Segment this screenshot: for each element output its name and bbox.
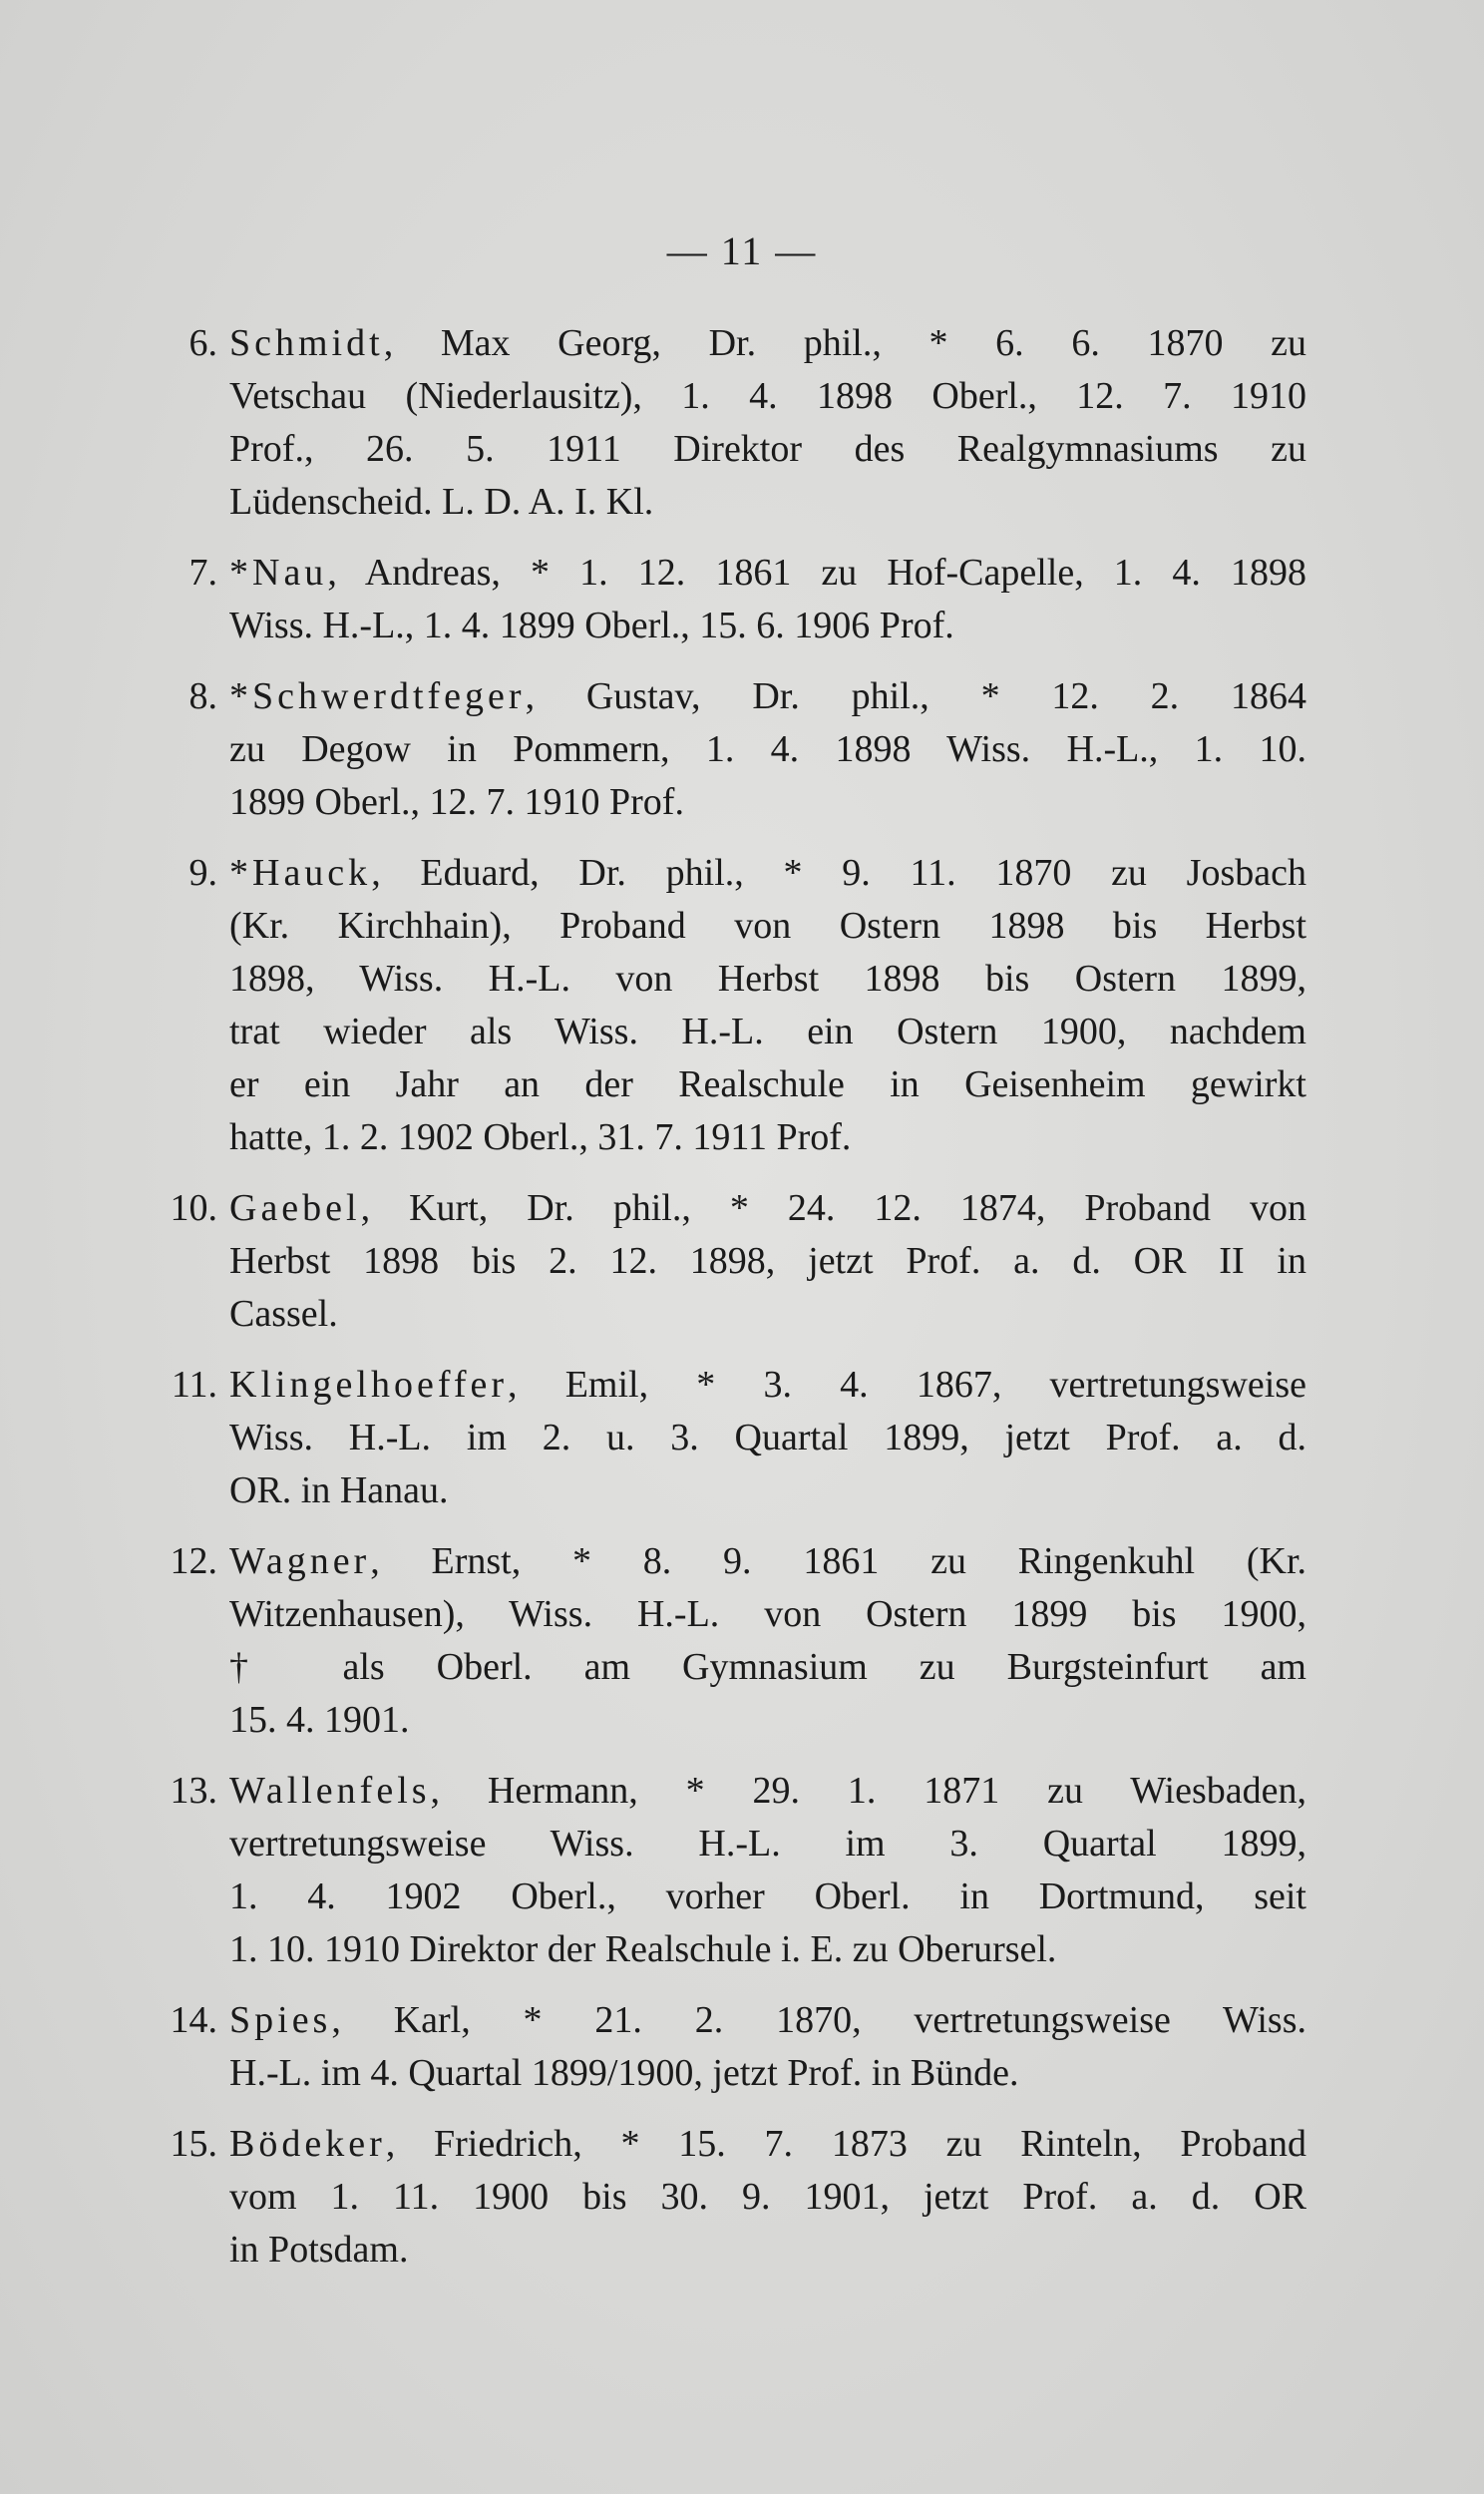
entry-text: [229, 670, 1306, 829]
entry-line: 1898, Wiss. H.-L. von Herbst 1898 bis Ostern 1899,: [229, 958, 1306, 1000]
entry-text: [229, 1535, 1306, 1747]
entry-line: (Kr. Kirchhain), Proband von Ostern 1898 bis Herbst: [229, 905, 1306, 947]
entry-number: 9.: [188, 852, 217, 894]
entry-line: hatte, 1. 2. 1902 Oberl., 31. 7. 1911 Prof.: [229, 1116, 852, 1158]
entry-line: trat wieder als Wiss. H.-L. ein Ostern 1900, nachdem: [229, 1011, 1306, 1052]
entry-line: vom 1. 11. 1900 bis 30. 9. 1901, jetzt Prof. a. d. OR: [229, 2176, 1306, 2218]
entry-number: 12.: [170, 1540, 217, 1582]
entry-number: 6.: [188, 322, 217, 364]
entry-name: Bödeker: [229, 2123, 386, 2165]
entry-text: [229, 1765, 1306, 1976]
entry-line: Schmidt, Max Georg, Dr. phil., * 6. 6. 1870 zu: [229, 322, 1306, 364]
entry-list: [150, 317, 1306, 2294]
list-item: [150, 1765, 1306, 1976]
entry-line: Wiss. H.-L., 1. 4. 1899 Oberl., 15. 6. 1906 Prof.: [229, 605, 954, 646]
entry-line: Wallenfels, Hermann, * 29. 1. 1871 zu Wiesbaden,: [229, 1770, 1306, 1812]
list-item: [150, 317, 1306, 529]
entry-line: Witzenhausen), Wiss. H.-L. von Ostern 1899 bis 1900,: [229, 1593, 1306, 1635]
entry-name: *Hauck: [229, 852, 372, 894]
entry-line: *Nau, Andreas, * 1. 12. 1861 zu Hof-Capelle, 1. 4. 1898: [229, 552, 1306, 594]
entry-line: Gaebel, Kurt, Dr. phil., * 24. 12. 1874, Proband von: [229, 1187, 1306, 1229]
entry-text: [229, 547, 1306, 652]
list-item: [150, 547, 1306, 652]
entry-text: [229, 317, 1306, 529]
entry-number: 8.: [188, 675, 217, 717]
entry-line: Wagner, Ernst, * 8. 9. 1861 zu Ringenkuhl (Kr.: [229, 1540, 1306, 1582]
entry-text: [229, 1994, 1306, 2100]
entry-text: [229, 1359, 1306, 1517]
entry-line: zu Degow in Pommern, 1. 4. 1898 Wiss. H.-L., 1. 10.: [229, 728, 1306, 770]
entry-text: [229, 1182, 1306, 1341]
entry-line: Bödeker, Friedrich, * 15. 7. 1873 zu Rinteln, Proband: [229, 2123, 1306, 2165]
entry-line: OR. in Hanau.: [229, 1469, 449, 1511]
list-item: [150, 847, 1306, 1164]
entry-line: Herbst 1898 bis 2. 12. 1898, jetzt Prof. a. d. OR II in: [229, 1240, 1306, 1282]
entry-text: [229, 2118, 1306, 2277]
entry-line: Vetschau (Niederlausitz), 1. 4. 1898 Oberl., 12. 7. 1910: [229, 375, 1306, 417]
entry-number: 10.: [170, 1187, 217, 1229]
list-item: [150, 1182, 1306, 1341]
entry-line: Prof., 26. 5. 1911 Direktor des Realgymnasiums zu: [229, 428, 1306, 470]
entry-line: Spies, Karl, * 21. 2. 1870, vertretungsweise Wiss.: [229, 1999, 1306, 2041]
entry-line: Wiss. H.-L. im 2. u. 3. Quartal 1899, jetzt Prof. a. d.: [229, 1417, 1306, 1458]
entry-line: Cassel.: [229, 1293, 338, 1335]
entry-line: H.-L. im 4. Quartal 1899/1900, jetzt Prof. in Bünde.: [229, 2052, 1019, 2094]
entry-name: Klingelhoeffer: [229, 1364, 508, 1406]
entry-name: *Nau: [229, 552, 328, 594]
entry-name: Gaebel: [229, 1187, 361, 1229]
entry-name: Wagner: [229, 1540, 371, 1582]
entry-line: *Schwerdtfeger, Gustav, Dr. phil., * 12. 2. 1864: [229, 675, 1306, 717]
entry-name: *Schwerdtfeger: [229, 675, 526, 717]
entry-line: † als Oberl. am Gymnasium zu Burgsteinfurt am: [229, 1646, 1306, 1688]
list-item: [150, 1359, 1306, 1517]
entry-line: er ein Jahr an der Realschule in Geisenheim gewirkt: [229, 1063, 1306, 1105]
entry-name: Schmidt: [229, 322, 384, 364]
entry-number: 11.: [171, 1364, 217, 1406]
page-number: — 11 —: [666, 228, 818, 273]
list-item: [150, 670, 1306, 829]
entry-line: *Hauck, Eduard, Dr. phil., * 9. 11. 1870 zu Josbach: [229, 852, 1306, 894]
entry-line: 1899 Oberl., 12. 7. 1910 Prof.: [229, 781, 684, 823]
entry-number: 7.: [188, 552, 217, 594]
entry-number: 15.: [170, 2123, 217, 2165]
entry-line: Lüdenscheid. L. D. A. I. Kl.: [229, 481, 654, 523]
entry-number: 13.: [170, 1770, 217, 1812]
list-item: [150, 2118, 1306, 2277]
entry-text: [229, 847, 1306, 1164]
entry-line: 1. 4. 1902 Oberl., vorher Oberl. in Dortmund, seit: [229, 1875, 1306, 1917]
list-item: [150, 1535, 1306, 1747]
entry-name: Wallenfels: [229, 1770, 431, 1812]
entry-line: 1. 10. 1910 Direktor der Realschule i. E. zu Oberursel.: [229, 1928, 1057, 1970]
entry-line: Klingelhoeffer, Emil, * 3. 4. 1867, vertretungsweise: [229, 1364, 1306, 1406]
entry-line: 15. 4. 1901.: [229, 1699, 410, 1741]
list-item: [150, 1994, 1306, 2100]
entry-line: in Potsdam.: [229, 2229, 409, 2271]
entry-name: Spies: [229, 1999, 332, 2041]
entry-number: 14.: [170, 1999, 217, 2041]
entry-line: vertretungsweise Wiss. H.-L. im 3. Quartal 1899,: [229, 1823, 1306, 1865]
